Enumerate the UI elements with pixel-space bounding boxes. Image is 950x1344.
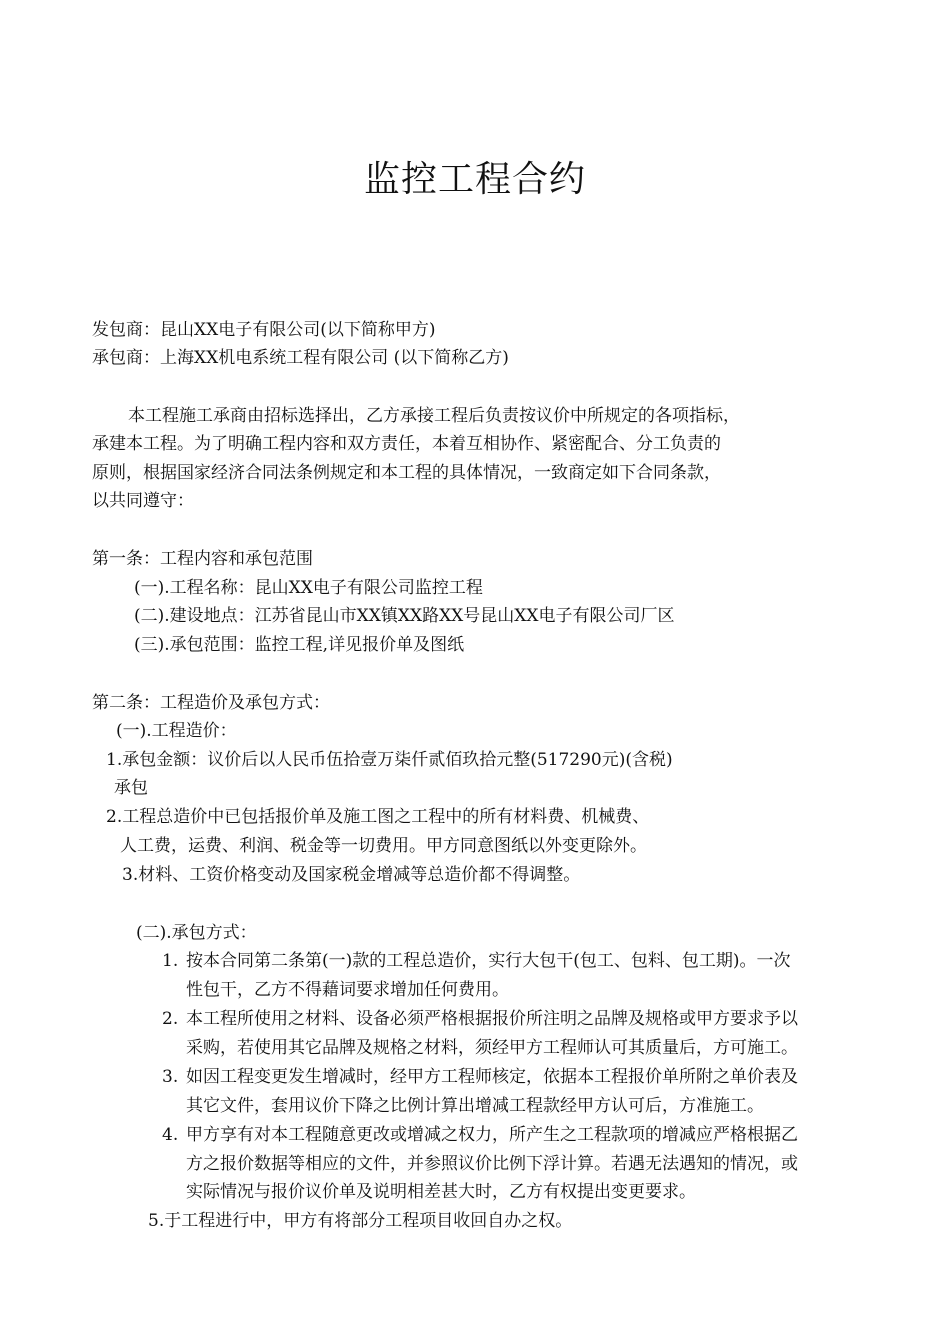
list-item-4-line-2: 方之报价数据等相应的文件，并参照议价比例下浮计算。若遇无法遇知的情况，或: [186, 1154, 798, 1174]
intro-line-4: 以共同遵守：: [92, 491, 194, 511]
article-1-heading: 第一条：工程内容和承包范围: [92, 549, 313, 569]
section-1-line-2: 承包: [114, 778, 148, 798]
document-title: 监控工程合约: [363, 159, 586, 200]
employer-line: 发包商：昆山XX电子有限公司(以下简称甲方): [92, 320, 436, 340]
section-1-line-4: 人工费，运费、利润、税金等一切费用。甲方同意图纸以外变更除外。: [120, 836, 647, 856]
list-item-3-number: 3.: [162, 1067, 179, 1087]
article-1-item-2: (二).建设地点：江苏省昆山市XX镇XX路XX号昆山XX电子有限公司厂区: [134, 606, 675, 626]
intro-line-1: 本工程施工承商由招标选择出，乙方承接工程后负责按议价中所规定的各项指标，: [128, 406, 740, 426]
section-1-line-5: 3.材料、工资价格变动及国家税金增减等总造价都不得调整。: [122, 865, 581, 885]
intro-line-3: 原则，根据国家经济合同法条例规定和本工程的具体情况，一致商定如下合同条款，: [92, 463, 721, 483]
list-item-1-line-1: 按本合同第二条第(一)款的工程总造价，实行大包干(包工、包料、包工期)。一次: [186, 951, 791, 971]
list-item-4-line-1: 甲方享有对本工程随意更改或增减之权力，所产生之工程款项的增减应严格根据乙: [186, 1125, 798, 1145]
list-item-3-line-1: 如因工程变更发生增减时，经甲方工程师核定，依据本工程报价单所附之单价表及: [186, 1067, 798, 1087]
section-1-heading: (一).工程造价：: [116, 721, 237, 741]
list-item-2-line-1: 本工程所使用之材料、设备必须严格根据报价所注明之品牌及规格或甲方要求予以: [186, 1009, 798, 1029]
list-item-2-number: 2.: [162, 1009, 179, 1029]
section-1-line-1: 1.承包金额：议价后以人民币伍拾壹万柒仟贰佰玖拾元整(517290元)(含税): [106, 750, 673, 770]
list-item-5: 5.于工程进行中，甲方有将部分工程项目收回自办之权。: [148, 1211, 573, 1231]
list-item-4-number: 4.: [162, 1125, 179, 1145]
intro-line-2: 承建本工程。为了明确工程内容和双方责任，本着互相协作、紧密配合、分工负责的: [92, 434, 721, 454]
contractor-line: 承包商：上海XX机电系统工程有限公司 (以下简称乙方): [92, 348, 509, 368]
section-1-line-3: 2.工程总造价中已包括报价单及施工图之工程中的所有材料费、机械费、: [106, 807, 650, 827]
list-item-2-line-2: 采购，若使用其它品牌及规格之材料，须经甲方工程师认可其质量后，方可施工。: [186, 1038, 798, 1058]
section-2-heading: (二).承包方式：: [136, 923, 257, 943]
article-1-item-3: (三).承包范围：监控工程,详见报价单及图纸: [134, 635, 465, 655]
article-2-heading: 第二条：工程造价及承包方式：: [92, 693, 330, 713]
article-1-item-1: (一).工程名称：昆山XX电子有限公司监控工程: [134, 578, 483, 598]
list-item-1-number: 1.: [162, 951, 179, 971]
list-item-4-line-3: 实际情况与报价议价单及说明相差甚大时，乙方有权提出变更要求。: [186, 1182, 696, 1202]
list-item-1-line-2: 性包干，乙方不得藉词要求增加任何费用。: [186, 980, 509, 1000]
list-item-3-line-2: 其它文件，套用议价下降之比例计算出增减工程款经甲方认可后，方准施工。: [186, 1096, 764, 1116]
